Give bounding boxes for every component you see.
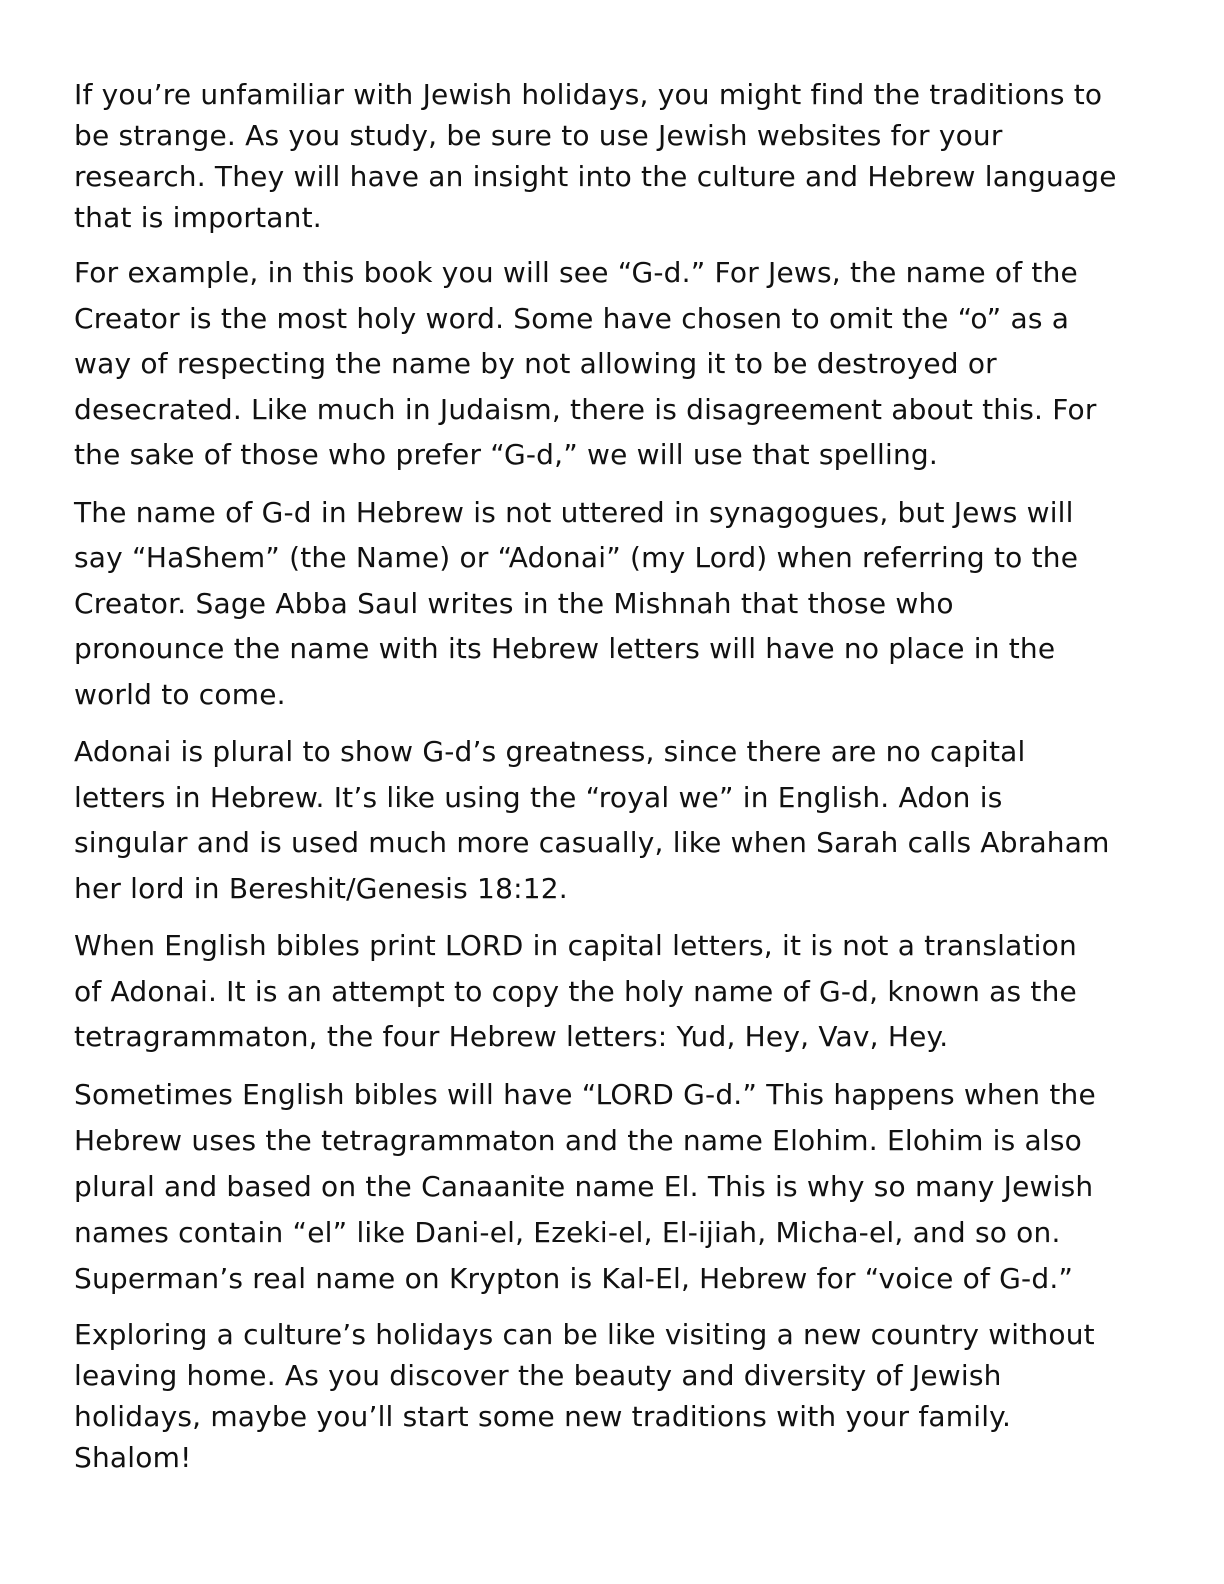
document-page (74, 74, 1154, 1490)
paragraph-unfamiliar-traditions: If you’re unfamiliar with Jewish holidays, you might find the traditions to be strange. As you study, be sure to use Jewish websites for your research. They will have an insight into the culture and Hebrew language that is important. (74, 78, 1117, 234)
paragraph-lord-g-d-elohim: Sometimes English bibles will have “LORD G-d.” This happens when the Hebrew uses the tetragrammaton and the name Elohim. Elohim is also plural and based on the Canaanite name El. This is why so many Jewish names contain “el” like Dani-el, Ezeki-el, El-ijiah, Micha-el, and so on. Superman’s real name on Krypton is Kal-El, Hebrew for “voice of G-d.” (74, 1077, 1096, 1295)
paragraph-adonai-plural: Adonai is plural to show G-d’s greatness, since there are no capital letters in Hebrew. It’s like using the “royal we” in English. Adon is singular and is used much more casually, like when Sarah calls Abraham her lord in Bereshit/Genesis 18:12. (74, 735, 1110, 905)
paragraph-name-not-uttered: The name of G-d in Hebrew is not uttered in synagogues, but Jews will say “HaShem” (the Name) or “Adonai” (my Lord) when referring to the Creator. Sage Abba Saul writes in the Mishnah that those who pronounce the name with its Hebrew letters will have no place in the world to come. (74, 495, 1079, 711)
paragraph-g-d-spelling: For example, in this book you will see “G-d.” For Jews, the name of the Creator is the most holy word. Some have chosen to omit the “o” as a way of respecting the name by not allowing it to be destroyed or desecrated. Like much in Judaism, there is disagreement about this. For the sake of those who prefer “G-d,” we will use that spelling. (74, 256, 1097, 471)
paragraph-exploring-holidays: Exploring a culture’s holidays can be like visiting a new country without leaving home. As you discover the beauty and diversity of Jewish holidays, maybe you’ll start some new traditions with your family. Shalom! (74, 1317, 1095, 1474)
paragraph-lord-capital-letters: When English bibles print LORD in capital letters, it is not a translation of Adonai. It is an attempt to copy the holy name of G-d, known as the tetragrammaton, the four Hebrew letters: Yud, Hey, Vav, Hey. (74, 929, 1077, 1053)
